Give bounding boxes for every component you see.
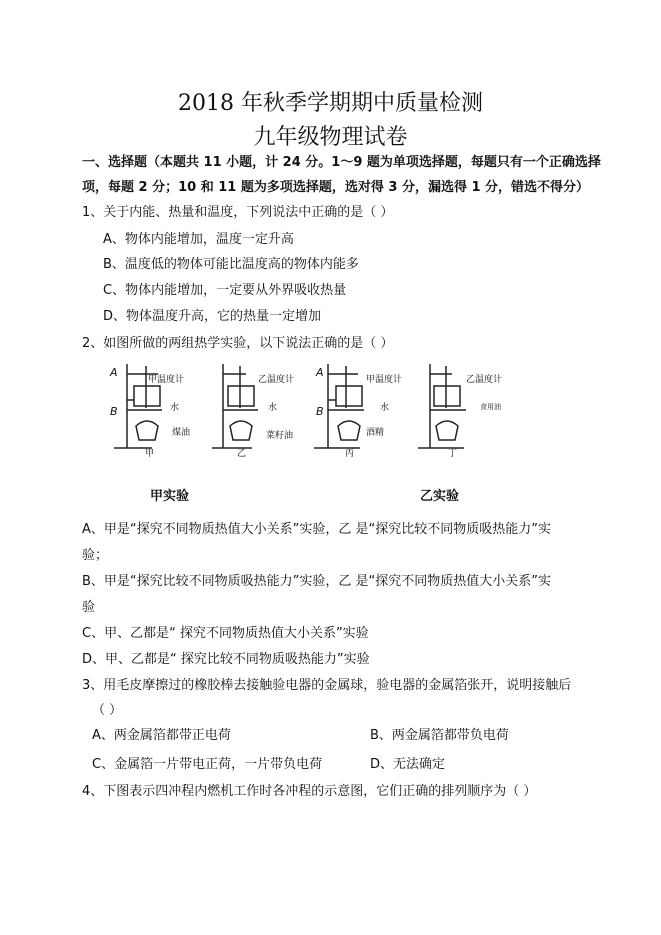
label-water-2: 水 — [268, 403, 278, 413]
label-a-1: A — [110, 366, 118, 379]
exam-title: 2018 年秋季学期期中质量检测 — [178, 91, 483, 116]
label-rapeseed-oil: 菜籽油 — [266, 431, 294, 441]
label-b-2: B — [316, 405, 324, 418]
label-yi: 乙 — [237, 449, 247, 459]
question-2-stem: 2、如图所做的两组热学实验，以下说法正确的是（ ） — [82, 336, 394, 351]
label-jia: 甲 — [145, 449, 155, 459]
question-3-stem: 3、用毛皮摩擦过的橡胶棒去接触验电器的金属球，验电器的金属箔张开，说明接触后 — [82, 678, 572, 693]
question-2-option-c: C、甲、乙都是“ 探究不同物质热值大小关系”实验 — [82, 626, 369, 641]
question-3-option-a: A、两金属箔都带正电荷 — [92, 728, 231, 743]
label-edible-oil: 食用油 — [480, 403, 501, 411]
caption-jia-experiment: 甲实验 — [150, 489, 190, 504]
question-1-option-c: C、物体内能增加，一定要从外界吸收热量 — [103, 283, 347, 298]
question-2-option-b: B、甲是“探究比较不同物质吸热能力”实验，乙 是“探究不同物质热值大小关系”实 — [82, 574, 551, 589]
question-1-option-b: B、温度低的物体可能比温度高的物体内能多 — [103, 257, 359, 272]
label-a-2: A — [316, 366, 324, 379]
label-thermo-jia-2: 甲温度计 — [366, 375, 403, 385]
exam-subtitle: 九年级物理试卷 — [253, 125, 408, 150]
question-2-option-b-cont: 验 — [82, 600, 96, 615]
caption-yi-experiment: 乙实验 — [420, 489, 460, 504]
question-3-option-b: B、两金属箔都带负电荷 — [370, 728, 509, 743]
question-3-option-c: C、金属箔一片带电正荷，一片带负电荷 — [92, 757, 323, 772]
label-water-3: 水 — [380, 403, 390, 413]
label-b-1: B — [110, 405, 118, 418]
label-alcohol: 酒精 — [366, 428, 385, 438]
label-thermo-yi-2: 乙温度计 — [466, 375, 503, 385]
section-instructions: 一、选择题（本题共 11 小题，计 24 分。1～9 题为单项选择题，每题只有一个正确选择项，每题 2 分；10 和 11 题为多项选择题，选对得 3 分，漏选得 1 分，错选不得分） — [82, 155, 601, 195]
label-ding: 丁 — [448, 449, 458, 459]
label-thermo-jia: 甲温度计 — [148, 375, 185, 385]
label-bing: 丙 — [345, 449, 355, 459]
question-2-option-a: A、甲是“探究不同物质热值大小关系”实验，乙 是“探究比较不同物质吸热能力”实 — [82, 522, 551, 537]
label-kerosene: 煤油 — [172, 428, 191, 438]
question-3-blank: （ ） — [92, 703, 123, 718]
question-2-option-a-cont: 验； — [82, 548, 109, 563]
label-thermo-yi: 乙温度计 — [258, 375, 295, 385]
question-3-option-d: D、无法确定 — [370, 757, 446, 772]
question-2-option-d: D、甲、乙都是“ 探究比较不同物质吸热能力”实验 — [82, 652, 370, 667]
label-water-1: 水 — [170, 403, 180, 413]
question-1-stem: 1、关于内能、热量和温度，下列说法中正确的是（ ） — [82, 205, 394, 220]
question-1-option-a: A、物体内能增加，温度一定升高 — [103, 232, 294, 247]
question-1-option-d: D、物体温度升高，它的热量一定增加 — [103, 309, 322, 324]
question-4-stem: 4、下图表示四冲程内燃机工作时各冲程的示意图，它们正确的排列顺序为（ ） — [82, 784, 537, 799]
